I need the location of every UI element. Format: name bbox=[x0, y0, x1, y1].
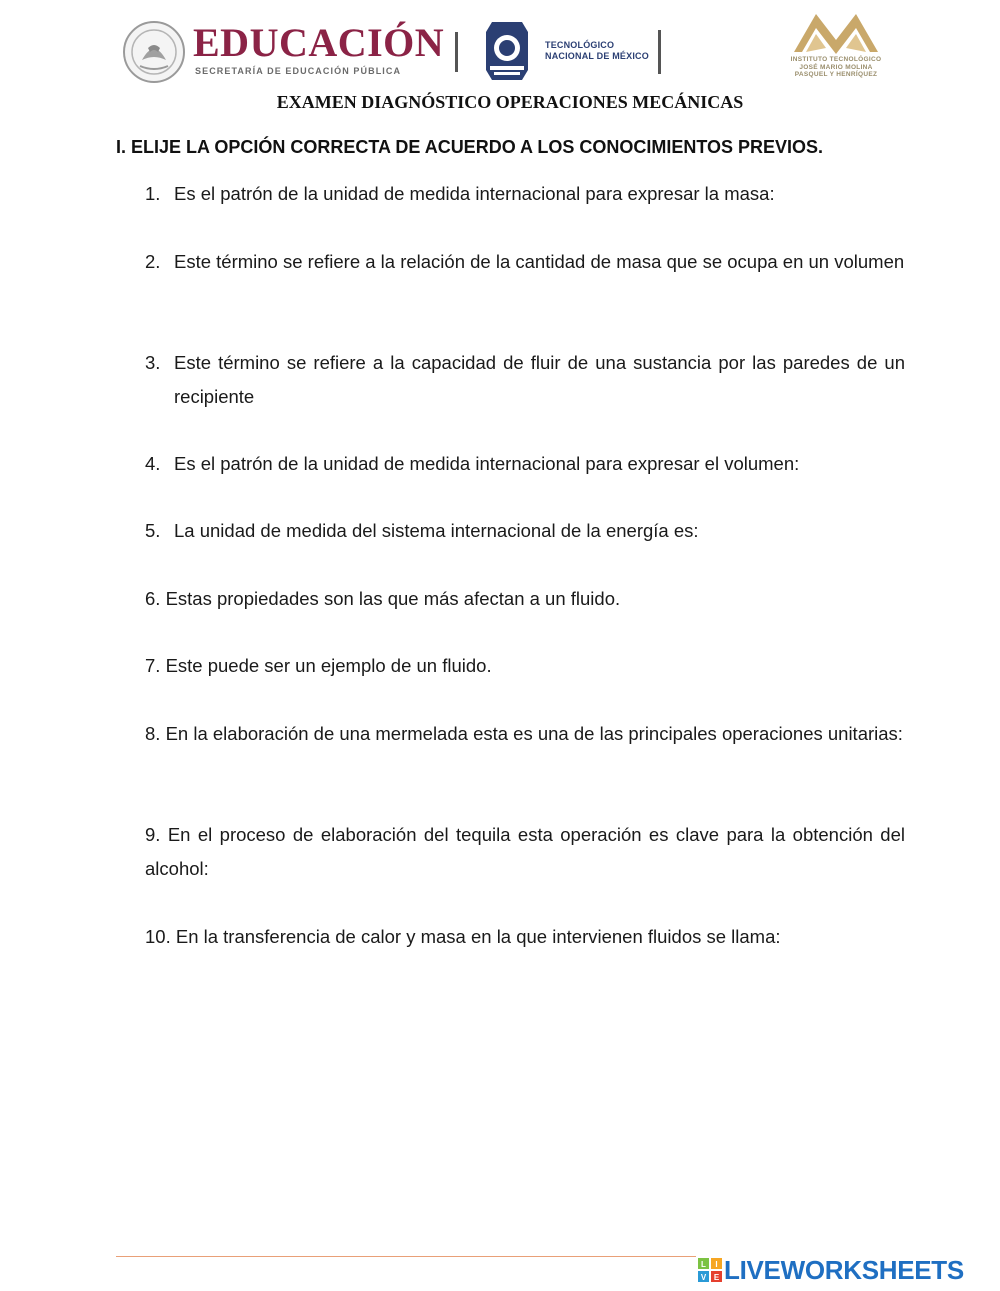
instituto-tecnologico-label bbox=[776, 56, 896, 79]
question-9: 9. En el proceso de elaboración del tequila esta operación es clave para la obtención del alcohol: bbox=[145, 824, 905, 879]
question-7: 7. Este puede ser un ejemplo de un fluido. bbox=[145, 655, 492, 676]
it-line3: PASQUEL Y HENRÍQUEZ bbox=[794, 71, 878, 78]
question-text: Es el patrón de la unidad de medida internacional para expresar el volumen: bbox=[174, 453, 800, 474]
question-number: 1. bbox=[145, 183, 161, 204]
question-number: 4. bbox=[145, 453, 161, 474]
question-text: Este término se refiere a la relación de la cantidad de masa que se ocupa en un volumen bbox=[174, 251, 905, 272]
header-divider bbox=[455, 32, 458, 72]
educacion-title: EDUCACIÓN bbox=[193, 20, 445, 65]
liveworksheets-brand[interactable] bbox=[698, 1257, 964, 1283]
document-header bbox=[0, 0, 1000, 90]
it-line2: JOSÉ MARIO MOLINA bbox=[799, 63, 873, 71]
exam-title: EXAMEN DIAGNÓSTICO OPERACIONES MECÁNICAS bbox=[276, 92, 744, 112]
section-title: I. ELIJE LA OPCIÓN CORRECTA DE ACUERDO A LOS CONOCIMIENTOS PREVIOS. bbox=[116, 137, 824, 157]
liveworksheets-icon bbox=[698, 1258, 722, 1282]
tecnm-gear-logo bbox=[482, 18, 532, 84]
question-number: 3. bbox=[145, 352, 161, 373]
tecnm-line2: NACIONAL DE MÉXICO bbox=[545, 51, 649, 61]
icon-letter: V bbox=[700, 1273, 707, 1282]
mexico-seal-logo bbox=[122, 20, 186, 84]
icon-letter: E bbox=[713, 1273, 720, 1282]
question-number: 2. bbox=[145, 251, 161, 272]
question-8: 8. En la elaboración de una mermelada esta es una de las principales operaciones unitarias: bbox=[145, 723, 903, 744]
it-line1: INSTITUTO TECNOLÓGICO bbox=[790, 56, 882, 63]
question-text: Es el patrón de la unidad de medida internacional para expresar la masa: bbox=[174, 183, 775, 204]
question-6: 6. Estas propiedades son las que más afectan a un fluido. bbox=[145, 588, 621, 609]
icon-letter: I bbox=[715, 1260, 718, 1269]
sep-subtitle: SECRETARÍA DE EDUCACIÓN PÚBLICA bbox=[195, 66, 402, 76]
header-divider bbox=[658, 30, 661, 74]
instituto-tecnologico-logo bbox=[790, 10, 882, 54]
tecnm-label bbox=[545, 40, 649, 62]
icon-letter: L bbox=[701, 1260, 706, 1269]
footer-divider bbox=[116, 1256, 696, 1257]
question-text: Este término se refiere a la capacidad de fluir de una sustancia por las paredes de un recipiente bbox=[174, 352, 905, 407]
liveworksheets-wordmark: LIVEWORKSHEETS bbox=[724, 1255, 964, 1285]
question-number: 5. bbox=[145, 520, 161, 541]
question-10: 10. En la transferencia de calor y masa en la que intervienen fluidos se llama: bbox=[145, 926, 781, 947]
question-text: La unidad de medida del sistema internacional de la energía es: bbox=[174, 520, 699, 541]
tecnm-line1: TECNOLÓGICO bbox=[545, 40, 615, 50]
